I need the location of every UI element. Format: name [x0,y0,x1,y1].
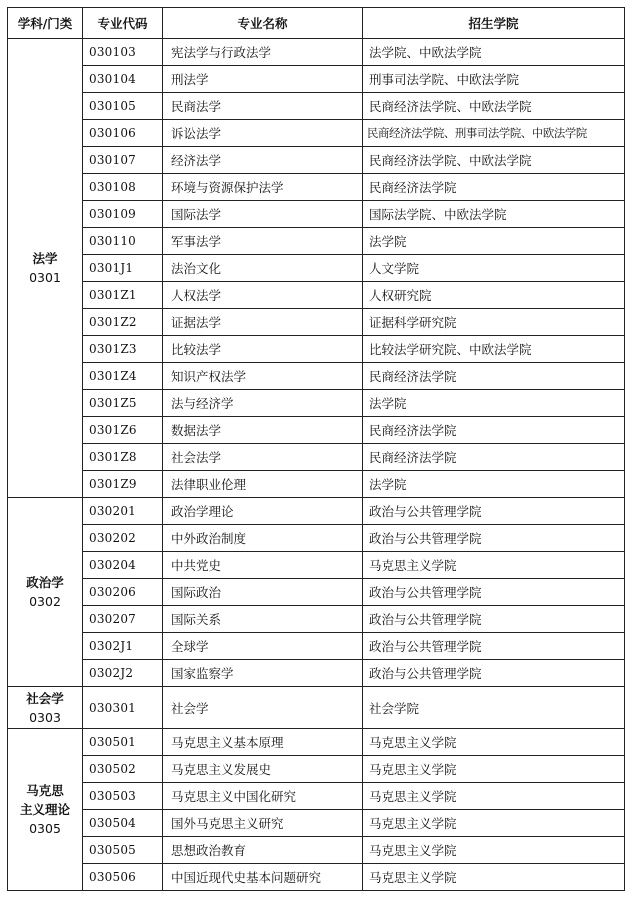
table-row [8,309,625,336]
major-code-cell: 030104 [83,66,163,93]
school-cell: 比较法学研究院、中欧法学院 [363,336,625,363]
major-name-cell: 知识产权法学 [163,363,363,390]
table-row [8,201,625,228]
school-cell: 政治与公共管理学院 [363,498,625,525]
table-row [8,864,625,891]
table-row [8,417,625,444]
table-body [8,39,625,891]
major-name-cell: 思想政治教育 [163,837,363,864]
major-name-cell: 中国近现代史基本问题研究 [163,864,363,891]
major-code-cell: 030110 [83,228,163,255]
major-code-cell: 030301 [83,687,163,729]
major-code-cell: 030105 [83,93,163,120]
major-name-cell: 比较法学 [163,336,363,363]
school-cell: 人文学院 [363,255,625,282]
school-cell: 民商经济法学院、刑事司法学院、中欧法学院 [363,120,625,147]
table-row [8,837,625,864]
table-row [8,390,625,417]
major-code-cell: 030207 [83,606,163,633]
major-code-cell: 0302J1 [83,633,163,660]
major-name-cell: 法律职业伦理 [163,471,363,498]
table-row [8,783,625,810]
major-code-cell: 030506 [83,864,163,891]
table-row [8,255,625,282]
table-row [8,687,625,729]
major-code-cell: 030204 [83,552,163,579]
school-cell: 社会学院 [363,687,625,729]
majors-table [7,7,625,891]
major-name-cell: 国际法学 [163,201,363,228]
major-code-cell: 030503 [83,783,163,810]
school-cell: 马克思主义学院 [363,729,625,756]
major-code-cell: 030107 [83,147,163,174]
major-name-cell: 社会学 [163,687,363,729]
major-name-cell: 法与经济学 [163,390,363,417]
major-name-cell: 社会法学 [163,444,363,471]
major-name-cell: 中外政治制度 [163,525,363,552]
school-cell: 政治与公共管理学院 [363,606,625,633]
table-row [8,147,625,174]
table-row [8,552,625,579]
school-cell: 民商经济法学院 [363,363,625,390]
discipline-name: 马克思 [26,783,64,798]
major-code-cell: 0301Z4 [83,363,163,390]
major-code-cell: 030206 [83,579,163,606]
major-code-cell: 030201 [83,498,163,525]
school-cell: 证据科学研究院 [363,309,625,336]
school-cell: 马克思主义学院 [363,756,625,783]
school-cell: 马克思主义学院 [363,864,625,891]
table-row [8,810,625,837]
discipline-name: 政治学 [26,575,64,590]
major-name-cell: 诉讼法学 [163,120,363,147]
school-cell: 政治与公共管理学院 [363,579,625,606]
major-name-cell: 数据法学 [163,417,363,444]
header-major-name: 专业名称 [163,8,363,39]
major-name-cell: 全球学 [163,633,363,660]
table-row [8,120,625,147]
header-discipline: 学科/门类 [8,8,83,39]
school-cell: 民商经济法学院 [363,417,625,444]
major-code-cell: 0302J2 [83,660,163,687]
discipline-name: 主义理论 [19,802,70,817]
major-name-cell: 中共党史 [163,552,363,579]
header-major-code: 专业代码 [83,8,163,39]
major-code-cell: 0301Z6 [83,417,163,444]
discipline-cell [8,498,83,687]
major-name-cell: 马克思主义发展史 [163,756,363,783]
school-cell: 民商经济法学院 [363,444,625,471]
major-code-cell: 030504 [83,810,163,837]
table-row [8,471,625,498]
school-cell: 人权研究院 [363,282,625,309]
major-code-cell: 0301Z3 [83,336,163,363]
school-cell: 马克思主义学院 [363,810,625,837]
school-cell: 政治与公共管理学院 [363,525,625,552]
school-cell: 国际法学院、中欧法学院 [363,201,625,228]
major-name-cell: 马克思主义中国化研究 [163,783,363,810]
school-cell: 马克思主义学院 [363,783,625,810]
discipline-name: 社会学 [26,690,64,706]
school-cell: 法学院 [363,390,625,417]
discipline-code: 0305 [29,821,61,836]
table-row [8,579,625,606]
major-code-cell: 030505 [83,837,163,864]
table-row [8,498,625,525]
major-name-cell: 法治文化 [163,255,363,282]
major-code-cell: 0301J1 [83,255,163,282]
school-cell: 民商经济法学院 [363,174,625,201]
table-row [8,729,625,756]
table-row [8,660,625,687]
table-row [8,228,625,255]
discipline-code: 0303 [29,709,61,725]
major-name-cell: 环境与资源保护法学 [163,174,363,201]
major-name-cell: 国外马克思主义研究 [163,810,363,837]
major-code-cell: 0301Z5 [83,390,163,417]
major-code-cell: 0301Z1 [83,282,163,309]
discipline-code: 0302 [29,594,61,609]
school-cell: 法学院 [363,471,625,498]
header-row [8,8,625,39]
major-name-cell: 马克思主义基本原理 [163,729,363,756]
table-row [8,756,625,783]
table-row [8,336,625,363]
table-row [8,282,625,309]
major-name-cell: 政治学理论 [163,498,363,525]
major-code-cell: 030501 [83,729,163,756]
header-school: 招生学院 [363,8,625,39]
major-name-cell: 国际政治 [163,579,363,606]
major-name-cell: 国际关系 [163,606,363,633]
discipline-name: 法学 [32,251,58,266]
school-cell: 民商经济法学院、中欧法学院 [363,147,625,174]
school-cell: 政治与公共管理学院 [363,633,625,660]
discipline-code: 0301 [29,270,61,285]
school-cell: 马克思主义学院 [363,837,625,864]
major-code-cell: 030106 [83,120,163,147]
major-code-cell: 0301Z8 [83,444,163,471]
discipline-cell [8,687,83,729]
table-row [8,174,625,201]
school-cell: 民商经济法学院、中欧法学院 [363,93,625,120]
table-row [8,93,625,120]
major-code-cell: 030108 [83,174,163,201]
school-cell: 政治与公共管理学院 [363,660,625,687]
major-code-cell: 030502 [83,756,163,783]
major-name-cell: 经济法学 [163,147,363,174]
major-name-cell: 民商法学 [163,93,363,120]
table-row [8,606,625,633]
table-row [8,525,625,552]
table-row [8,39,625,66]
major-name-cell: 证据法学 [163,309,363,336]
school-cell: 法学院、中欧法学院 [363,39,625,66]
discipline-cell [8,39,83,498]
major-name-cell: 宪法学与行政法学 [163,39,363,66]
table-row [8,633,625,660]
major-name-cell: 军事法学 [163,228,363,255]
school-cell: 法学院 [363,228,625,255]
discipline-cell [8,729,83,891]
table-row [8,444,625,471]
major-name-cell: 刑法学 [163,66,363,93]
major-name-cell: 国家监察学 [163,660,363,687]
table-row [8,66,625,93]
major-code-cell: 030202 [83,525,163,552]
major-code-cell: 030109 [83,201,163,228]
major-code-cell: 030103 [83,39,163,66]
table-row [8,363,625,390]
major-name-cell: 人权法学 [163,282,363,309]
major-code-cell: 0301Z9 [83,471,163,498]
school-cell: 马克思主义学院 [363,552,625,579]
major-code-cell: 0301Z2 [83,309,163,336]
school-cell: 刑事司法学院、中欧法学院 [363,66,625,93]
